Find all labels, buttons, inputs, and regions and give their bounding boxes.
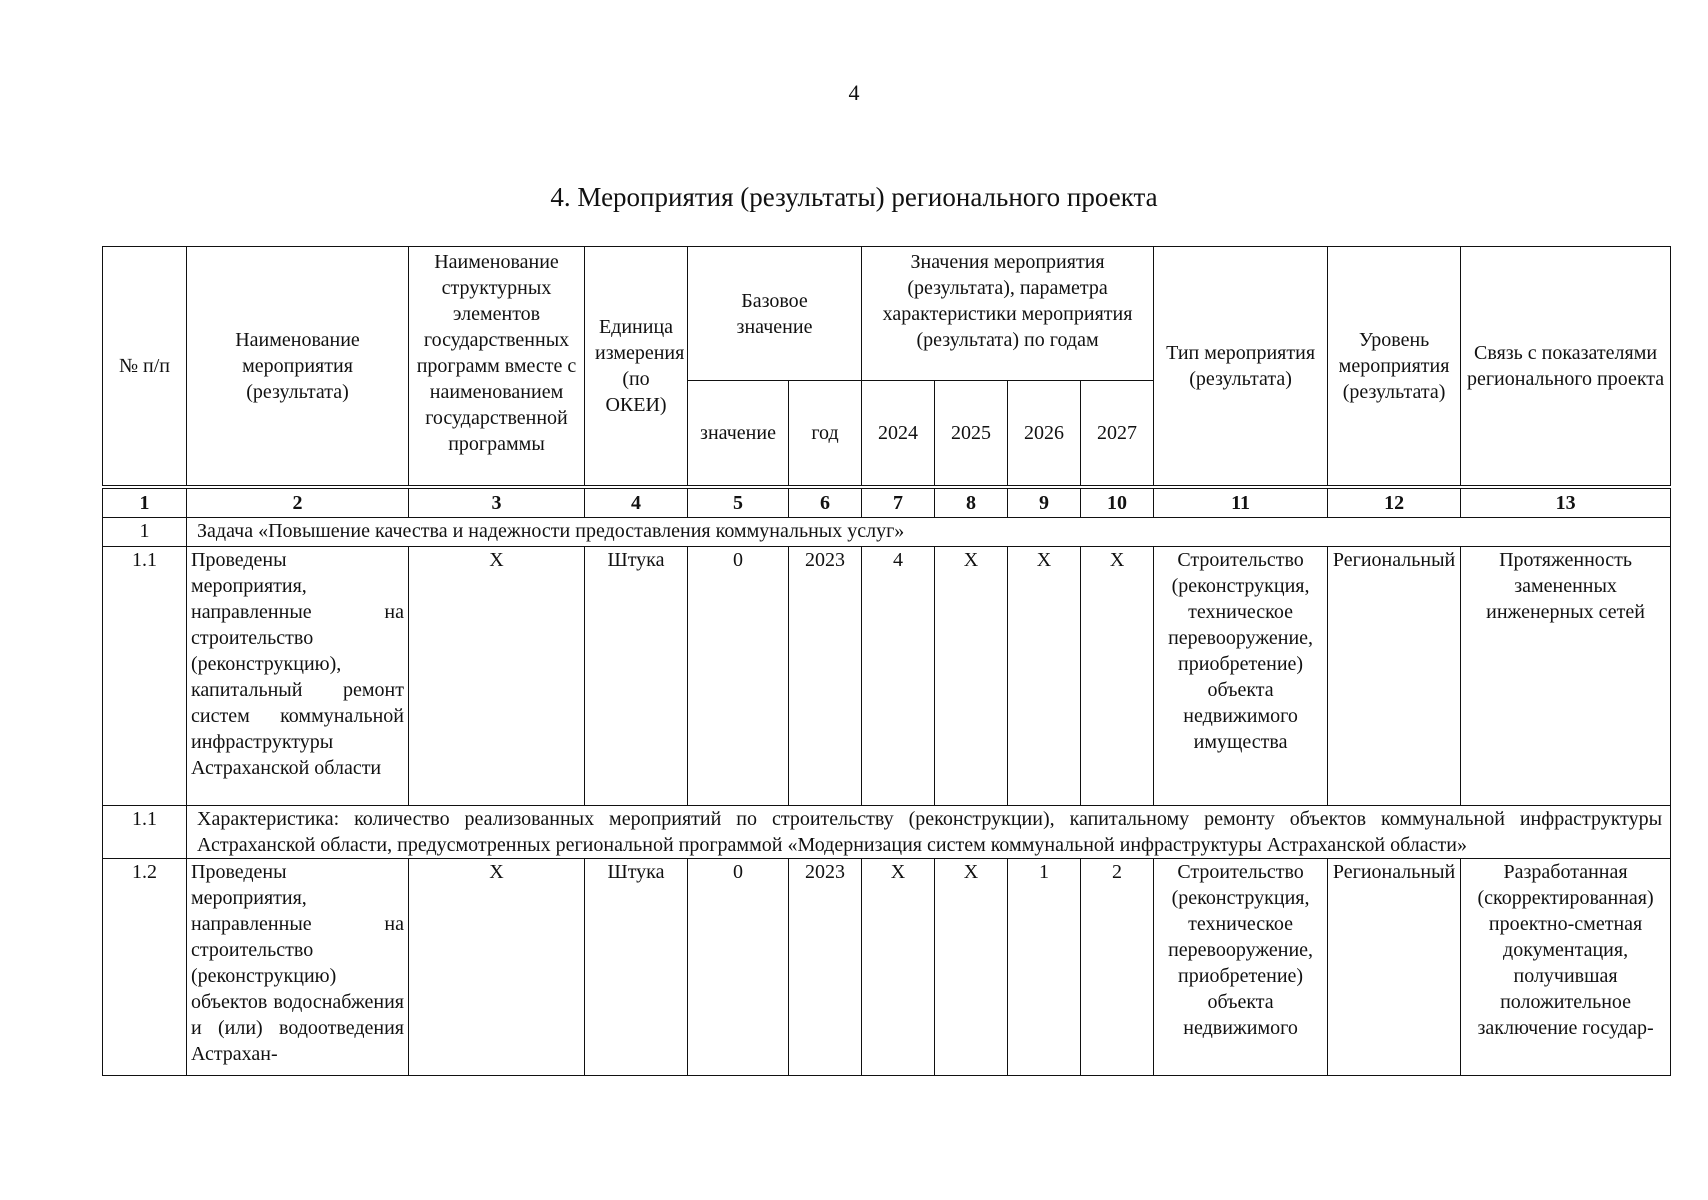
measures-table-wrapper (102, 246, 1670, 1076)
row-base-year: 2023 (789, 546, 862, 805)
header-num: № п/п (103, 247, 187, 487)
task-num: 1 (103, 517, 187, 546)
column-number: 10 (1081, 487, 1154, 518)
row-2026: 1 (1008, 858, 1081, 1075)
header-level: Уровень мероприятия (результата) (1328, 247, 1461, 487)
row-type: Строительство (реконструкция, техническое перевооружение, приобретение) объекта недвижимого (1154, 858, 1328, 1075)
column-number: 8 (935, 487, 1008, 518)
header-values-group: Значения мероприятия (результата), параметра характеристики мероприятия (результата) по годам (862, 247, 1154, 381)
row-unit: Штука (585, 546, 688, 805)
characteristic-text: Характеристика: количество реализованных мероприятий по строительству (реконструкции), капитальному ремонту объектов коммунальной инфраструктуры Астраханской области, предусмотренных региональной программой «Модернизация систем коммунальной инфраструктуры Астраханской области» (187, 805, 1671, 858)
table-row (103, 546, 1671, 805)
column-number: 13 (1461, 487, 1671, 518)
row-2025: X (935, 546, 1008, 805)
table-row (103, 858, 1671, 1075)
header-link: Связь с показателями регионального проекта (1461, 247, 1671, 487)
header-base: Базовое значение (688, 247, 862, 381)
column-number: 1 (103, 487, 187, 518)
header-year-2024: 2024 (862, 381, 935, 487)
header-unit: Единица измерения (по ОКЕИ) (585, 247, 688, 487)
row-link: Разработанная (скорректированная) проектно-сметная документация, получившая положительное заключение государ- (1461, 858, 1671, 1075)
row-level: Региональный (1328, 546, 1461, 805)
characteristic-row (103, 805, 1671, 858)
measures-table (102, 246, 1671, 1076)
row-structural: X (409, 858, 585, 1075)
column-number: 6 (789, 487, 862, 518)
row-num: 1.1 (103, 546, 187, 805)
row-structural: X (409, 546, 585, 805)
row-2024: X (862, 858, 935, 1075)
section-title: 4. Мероприятия (результаты) регионального проекта (550, 182, 1158, 212)
column-number: 12 (1328, 487, 1461, 518)
row-2024: 4 (862, 546, 935, 805)
column-number-row (103, 487, 1671, 518)
header-name: Наименование мероприятия (результата) (187, 247, 409, 487)
row-base-value: 0 (688, 546, 789, 805)
row-2027: X (1081, 546, 1154, 805)
header-year-2027: 2027 (1081, 381, 1154, 487)
header-year-2026: 2026 (1008, 381, 1081, 487)
row-base-value: 0 (688, 858, 789, 1075)
header-type: Тип мероприятия (результата) (1154, 247, 1328, 487)
header-structural: Наименование структурных элементов государственных программ вместе с наименованием государственной программы (409, 247, 585, 487)
page-number: 4 (848, 80, 860, 105)
row-2025: X (935, 858, 1008, 1075)
row-type: Строительство (реконструкция, техническое перевооружение, приобретение) объекта недвижимого имущества (1154, 546, 1328, 805)
row-num: 1.2 (103, 858, 187, 1075)
row-unit: Штука (585, 858, 688, 1075)
column-number: 7 (862, 487, 935, 518)
row-name: Проведены мероприятия, направленные на строительство (реконструкцию) объектов водоснабжения и (или) водоотведения Астрахан- (187, 858, 409, 1075)
row-link: Протяженность замененных инженерных сетей (1461, 546, 1671, 805)
column-number: 4 (585, 487, 688, 518)
column-number: 9 (1008, 487, 1081, 518)
column-number: 5 (688, 487, 789, 518)
column-number: 2 (187, 487, 409, 518)
row-level: Региональный (1328, 858, 1461, 1075)
task-text: Задача «Повышение качества и надежности предоставления коммунальных услуг» (187, 517, 1671, 546)
row-base-year: 2023 (789, 858, 862, 1075)
column-number: 11 (1154, 487, 1328, 518)
row-2026: X (1008, 546, 1081, 805)
row-2027: 2 (1081, 858, 1154, 1075)
task-row (103, 517, 1671, 546)
header-base-value: значение (688, 381, 789, 487)
header-year-2025: 2025 (935, 381, 1008, 487)
header-base-year: год (789, 381, 862, 487)
row-name: Проведены мероприятия, направленные на строительство (реконструкцию), капитальный ремонт систем коммунальной инфраструктуры Астраханской области (187, 546, 409, 805)
column-number: 3 (409, 487, 585, 518)
characteristic-num: 1.1 (103, 805, 187, 858)
